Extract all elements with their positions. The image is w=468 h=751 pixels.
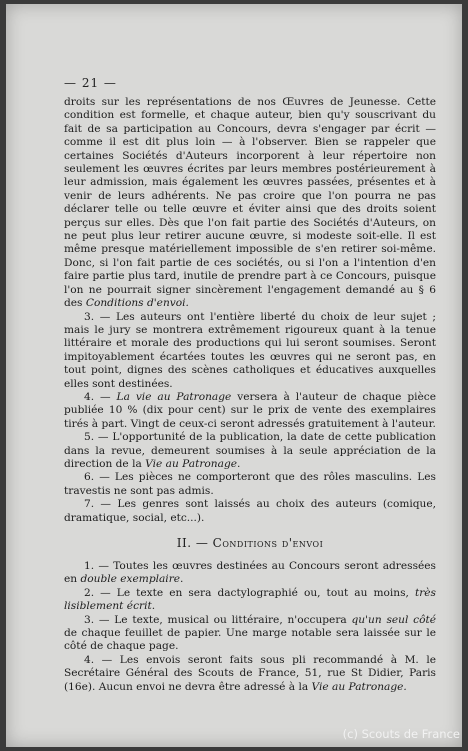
paragraph-4: 4. — La vie au Patronage versera à l'auteur de chaque pièce publiée 10 % (dix pour cent) sur le prix de vente des exemplaires tirés à part. Vingt de ceux-ci seront adressés gratuitement à l'auteur. [64, 390, 437, 430]
paragraph-rights: droits sur les représentations de nos Œuvres de Jeunesse. Cette condition est formelle, et chaque auteur, bien qu'y souscrivant du fait de sa participation au Concours, devra s'engager par écrit — comme il est dit plus loin — à l'observer. Bien se rappeler que certaines Sociétés d'Auteurs incorporent à leur répertoire non seulement les œuvres écrites par leurs membres postérieurement à leur admission, mais également les œuvres passées, présentes et à venir de leurs adhérents. Ne pas croire que l'on pourra ne pas déclarer telle ou telle œuvre et éviter ainsi que des droits soient perçus sur elles. Dès que l'on fait partie des Sociétés d'Auteurs, on ne peut plus leur retirer aucune œuvre, si modeste soit-elle. Il est même presque matériellement impossible de s'en retirer soi-même. Donc, si l'on fait partie de ces sociétés, ou si l'on a l'intention d'en faire partie plus tard, inutile de prendre part à ce Concours, puisque l'on ne pourrait signer sincèrement l'engagement demandé au § 6 des Conditions d'envoi. [64, 96, 436, 310]
condition-2: 2. — Le texte en sera dactylographié ou, tout au moins, très lisiblement écrit. [64, 586, 436, 613]
book-page [6, 4, 462, 747]
section-2-heading: II. — Conditions d'envoi [176, 536, 324, 550]
condition-4: 4. — Les envois seront faits sous pli recommandé à M. le Secrétaire Général des Scouts de France, 51, rue St Didier, Paris (16e). Aucun envoi ne devra être adressé à la Vie au Patronage. [64, 653, 436, 693]
copyright-credit: (c) Scouts de France [342, 727, 460, 741]
paragraph-3: 3. — Les auteurs ont l'entière liberté du choix de leur sujet ; mais le jury se montrera extrêmement rigoureux quant à la tenue littéraire et morale des productions qui lui seront soumises. Seront impitoyablement écartées toutes les œuvres qui ne seront pas, en tout point, dignes des scènes catholiques et éducatives auxquelles elles sont destinées. [64, 310, 436, 390]
condition-3: 3. — Le texte, musical ou littéraire, n'occupera qu'un seul côté de chaque feuillet de papier. Une marge notable sera laissée sur le côté de chaque page. [64, 613, 436, 653]
section-1-body [64, 96, 436, 525]
paragraph-7: 7. — Les genres sont laissés au choix des auteurs (comique, dramatique, social, etc...). [64, 498, 436, 524]
condition-1: 1. — Toutes les œuvres destinées au Concours seront adressées en double exemplaire. [64, 560, 436, 586]
section-2-body [64, 560, 436, 694]
paragraph-5: 5. — L'opportunité de la publication, la date de cette publication dans la revue, demeurent soumises à la seule appréciation de la direction de la Vie au Patronage. [64, 431, 436, 470]
page-number: — 21 — [64, 76, 117, 90]
paragraph-6: 6. — Les pièces ne comporteront que des rôles masculins. Les travestis ne sont pas admis. [64, 471, 436, 497]
